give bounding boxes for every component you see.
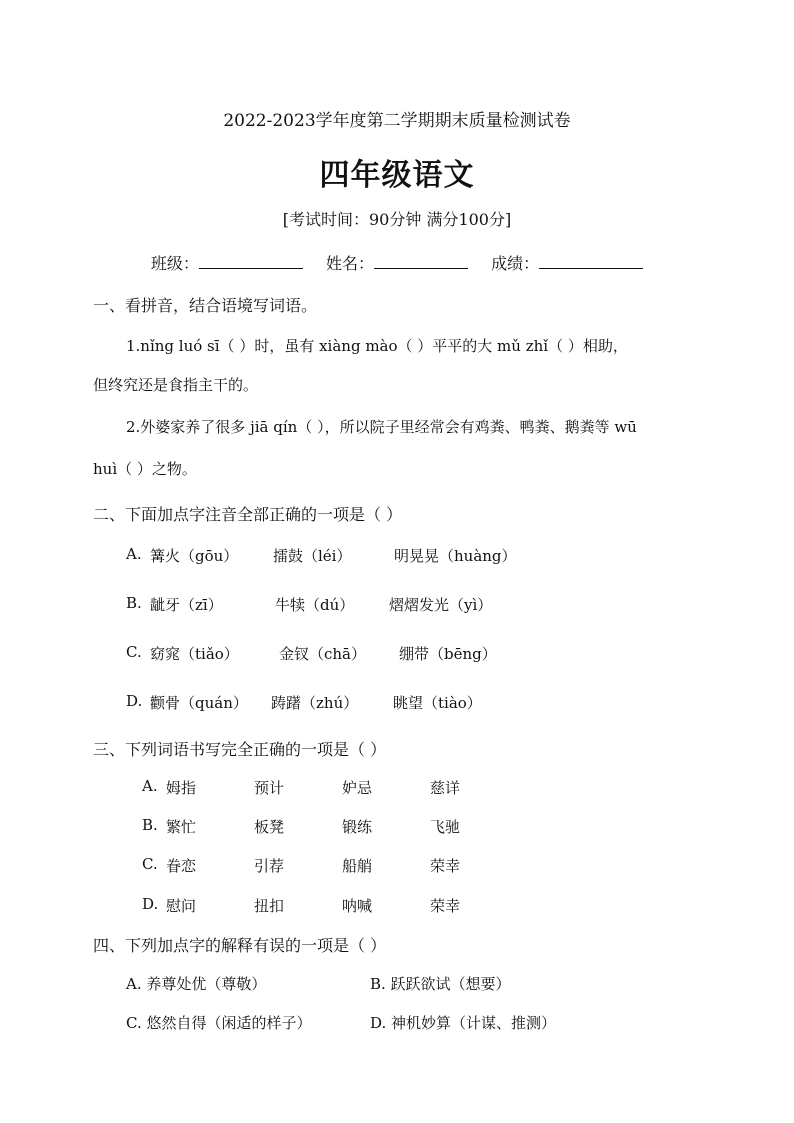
q2-option-d-label: D. xyxy=(126,692,143,710)
exam-title: 四年级语文 xyxy=(319,158,475,193)
q1-sentence1-line2: 但终究还是食指主干的。 xyxy=(93,376,259,394)
score-label: 成绩： xyxy=(491,254,540,273)
q2-heading: 二、下面加点字注音全部正确的一项是（ ） xyxy=(93,505,403,524)
class-blank[interactable] xyxy=(199,254,303,269)
q1-sentence1-line1: 1.nǐng luó sī（ ）时，虽有 xiàng mào（ ）平平的大 mǔ zhǐ（ ）相助， xyxy=(126,337,628,355)
q4-heading: 四、下列加点字的解释有误的一项是（ ） xyxy=(93,936,387,955)
q2-option-c-item2: 金钗（chā） xyxy=(279,645,367,663)
q1-sentence2-line2: huì（ ）之物。 xyxy=(93,460,197,478)
name-blank[interactable] xyxy=(374,254,468,269)
student-info-row xyxy=(0,251,794,274)
q3-option-d-label: D. xyxy=(142,895,159,913)
q2-option-b-item1: 龇牙（zī） xyxy=(150,596,223,614)
q3-option-b-word1: 繁忙 xyxy=(166,818,197,836)
q2-option-d-item2: 踌躇（zhú） xyxy=(271,694,359,712)
exam-subtitle: 2022-2023学年度第二学期期末质量检测试卷 xyxy=(223,111,571,131)
q2-option-a-item3: 明晃晃（huàng） xyxy=(394,547,517,565)
q3-option-c-word1: 眷恋 xyxy=(166,857,197,875)
q3-option-b-word2: 板凳 xyxy=(254,818,285,836)
q4-option-a: A. 养尊处优（尊敬） xyxy=(126,975,267,993)
q3-option-c-word3: 船艄 xyxy=(342,857,373,875)
q3-option-c-label: C. xyxy=(142,855,158,873)
q3-option-a-word4: 慈详 xyxy=(430,779,461,797)
q3-heading: 三、下列词语书写完全正确的一项是（ ） xyxy=(93,740,387,759)
name-label: 姓名： xyxy=(325,254,374,273)
q2-option-d-item3: 眺望（tiào） xyxy=(393,694,482,712)
q1-heading: 一、看拼音，结合语境写词语。 xyxy=(93,296,318,315)
q2-option-a-item1: 篝火（gōu） xyxy=(150,547,239,565)
q3-option-b-word4: 飞驰 xyxy=(430,818,461,836)
q2-option-d-item1: 颧骨（quán） xyxy=(150,694,248,712)
q3-option-a-word1: 姆指 xyxy=(166,779,197,797)
q1-sentence2-line1: 2.外婆家养了很多 jiā qín（ ），所以院子里经常会有鸡粪、鸭粪、鹅粪等 wū xyxy=(126,418,637,436)
q3-option-d-word3: 呐喊 xyxy=(342,897,373,915)
q2-option-b-label: B. xyxy=(126,594,142,612)
class-label: 班级： xyxy=(150,254,199,273)
q3-option-a-label: A. xyxy=(142,777,158,795)
q2-option-b-item3: 熠熠发光（yì） xyxy=(389,596,493,614)
score-blank[interactable] xyxy=(539,254,643,269)
q3-option-b-word3: 锻练 xyxy=(342,818,373,836)
exam-info: [考试时间：90分钟 满分100分] xyxy=(282,210,512,229)
q3-option-a-word3: 妒忌 xyxy=(342,779,373,797)
q3-option-a-word2: 预计 xyxy=(254,779,285,797)
q2-option-c-item1: 窈窕（tiǎo） xyxy=(150,645,239,663)
q3-option-b-label: B. xyxy=(142,816,158,834)
q4-option-b: B. 跃跃欲试（想要） xyxy=(370,975,511,993)
q3-option-d-word1: 慰问 xyxy=(166,897,197,915)
q2-option-a-item2: 擂鼓（léi） xyxy=(273,547,352,565)
q3-option-d-word2: 扭扣 xyxy=(254,897,285,915)
q3-option-c-word4: 荣幸 xyxy=(430,857,461,875)
q4-option-d: D. 神机妙算（计谋、推测） xyxy=(370,1014,557,1032)
q3-option-c-word2: 引荐 xyxy=(254,857,285,875)
q2-option-c-label: C. xyxy=(126,643,142,661)
q4-option-c: C. 悠然自得（闲适的样子） xyxy=(126,1014,312,1032)
q2-option-a-label: A. xyxy=(126,545,142,563)
q2-option-c-item3: 绷带（bēng） xyxy=(399,645,497,663)
q2-option-b-item2: 牛犊（dú） xyxy=(275,596,355,614)
q3-option-d-word4: 荣幸 xyxy=(430,897,461,915)
